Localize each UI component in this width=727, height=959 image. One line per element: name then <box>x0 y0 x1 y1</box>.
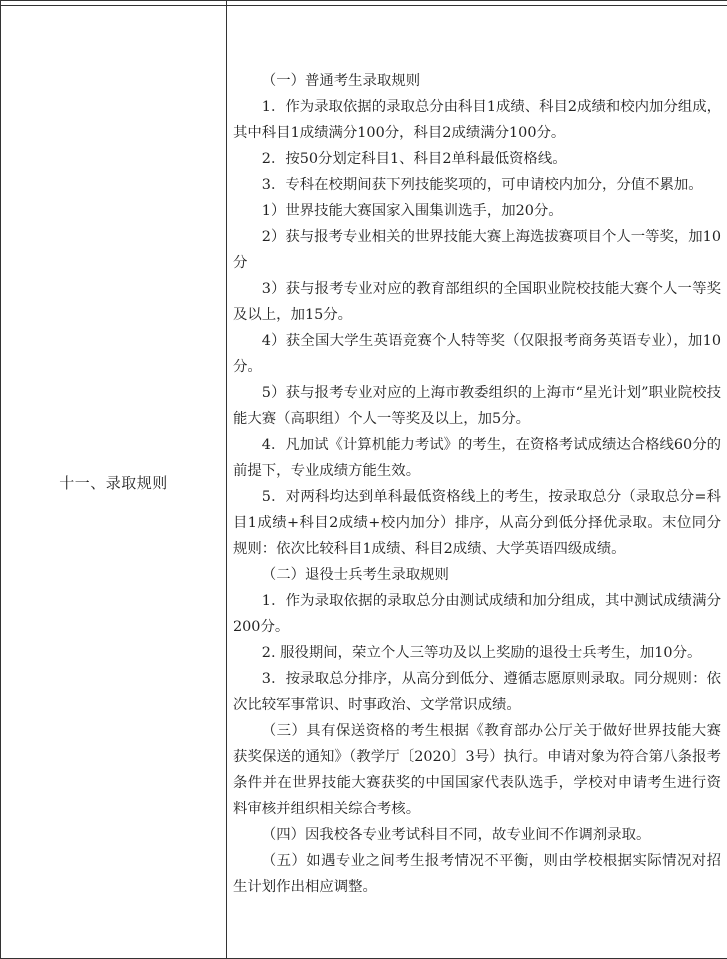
rule-paragraph: 1．作为录取依据的录取总分由测试成绩和加分组成，其中测试成绩满分200分。 <box>233 592 721 635</box>
rule-subitem: 3）获与报考专业对应的教育部组织的全国职业院校技能大赛个人一等奖及以上，加15分。 <box>233 280 721 323</box>
rule-paragraph: 3．按录取总分排序，从高分到低分、遵循志愿原则录取。同分规则：依次比较军事常识、时事政治、文学常识成绩。 <box>233 670 721 713</box>
rule-paragraph: 4．凡加试《计算机能力考试》的考生，在资格考试成绩达合格线60分的前提下，专业成绩方能生效。 <box>233 436 721 479</box>
rule-subitem: 2）获与报考专业相关的世界技能大赛上海选拔赛项目个人一等奖，加10分 <box>233 228 721 271</box>
rule-paragraph-no-transfer: （四）因我校各专业考试科目不同，故专业间不作调剂录取。 <box>261 826 651 843</box>
admission-rules-row <box>1 6 727 959</box>
rules-content <box>227 65 727 900</box>
rules-content-cell <box>227 6 727 959</box>
rule-paragraph: 3．专科在校期间获下列技能奖项的，可申请校内加分，分值不累加。 <box>261 176 703 193</box>
rule-paragraph: 5．对两科均达到单科最低资格线上的考生，按录取总分（录取总分=科目1成绩+科目2成绩+校内加分）排序，从高分到低分择优录取。末位同分规则：依次比较科目1成绩、科目2成绩、大学英语四级成绩。 <box>233 488 721 557</box>
rule-subitem: 4）获全国大学生英语竞赛个人特等奖（仅限报考商务英语专业），加10分。 <box>233 332 721 375</box>
rule-subitem: 5）获与报考专业对应的上海市教委组织的上海市“星光计划”职业院校技能大赛（高职组）个人一等奖及以上，加5分。 <box>233 384 721 427</box>
rule-paragraph: 1．作为录取依据的录取总分由科目1成绩、科目2成绩和校内加分组成，其中科目1成绩满分100分，科目2成绩满分100分。 <box>233 98 721 141</box>
rule-heading-veterans: （二）退役士兵考生录取规则 <box>261 566 449 583</box>
rule-subitem: 1）世界技能大赛国家入围集训选手，加20分。 <box>261 202 563 219</box>
rule-paragraph: 2. 服役期间，荣立个人三等功及以上奖励的退役士兵考生，加10分。 <box>261 644 702 661</box>
section-title-cell <box>1 6 227 959</box>
rule-paragraph: 2．按50分划定科目1、科目2单科最低资格线。 <box>261 150 567 167</box>
rule-paragraph-adjustment: （五）如遇专业之间考生报考情况不平衡，则由学校根据实际情况对招生计划作出相应调整。 <box>233 852 721 895</box>
rule-heading-general: （一）普通考生录取规则 <box>261 72 421 89</box>
rule-paragraph-recommendation: （三）具有保送资格的考生根据《教育部办公厅关于做好世界技能大赛获奖保送的通知》（教学厅〔2020〕3号）执行。申请对象为符合第八条报考条件并在世界技能大赛获奖的中国国家代表队选手，学校对申请考生进行资料审核并组织相关综合考核。 <box>233 722 721 817</box>
section-title: 十一、录取规则 <box>59 473 168 492</box>
